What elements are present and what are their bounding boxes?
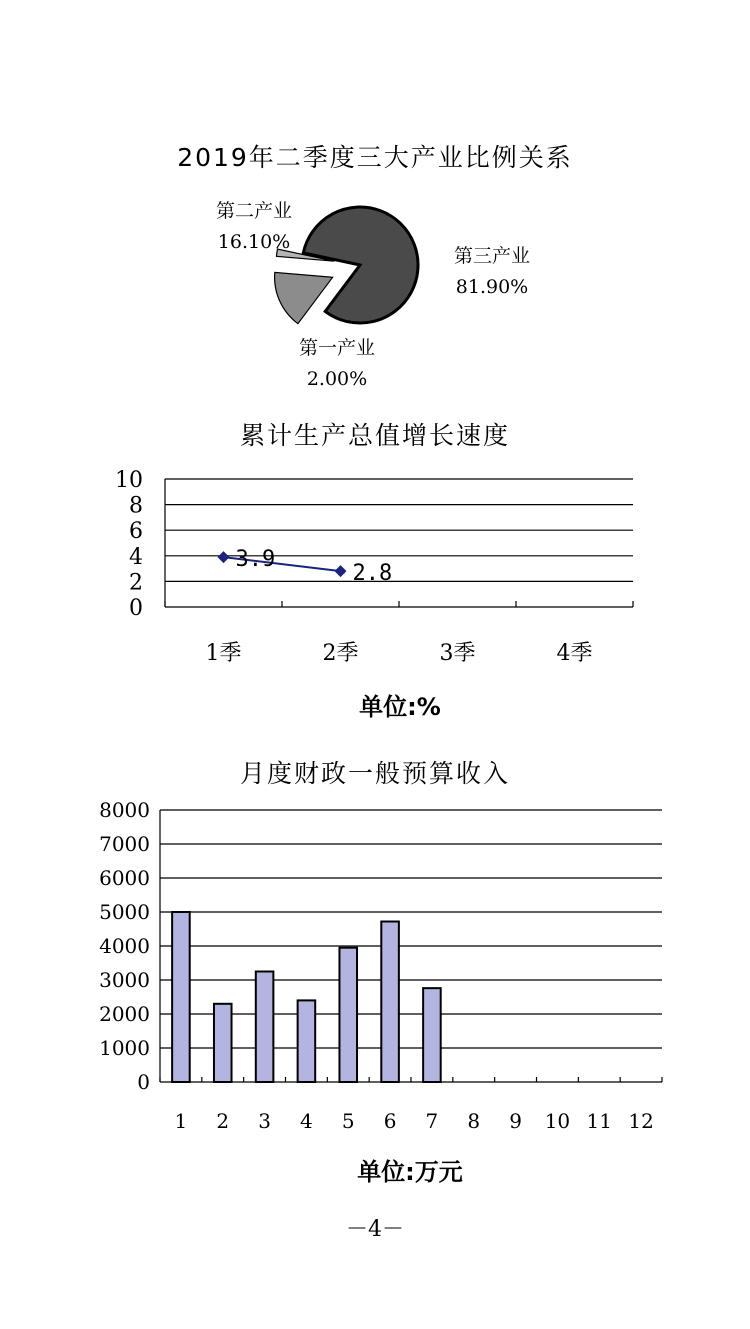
bar-month-7 xyxy=(423,988,441,1082)
bar-category-label: 12 xyxy=(628,1109,654,1133)
line-category-label: 1季 xyxy=(205,641,242,666)
page-number: －4－ xyxy=(346,1217,404,1242)
bar-category-label: 2 xyxy=(216,1109,230,1133)
line-ytick-label: 4 xyxy=(129,544,143,570)
bar-ytick-label: 1000 xyxy=(99,1036,150,1060)
bar-title: 月度财政一般预算收入 xyxy=(239,759,511,788)
line-point-marker xyxy=(218,551,230,563)
pie-label-value-tertiary: 81.90% xyxy=(455,276,529,298)
line-ytick-label: 2 xyxy=(129,570,143,596)
bar-month-4 xyxy=(298,1000,316,1082)
line-unit: 单位:% xyxy=(359,693,441,721)
pie-label-value-primary: 2.00% xyxy=(306,368,368,390)
line-chart xyxy=(115,468,633,666)
line-category-label: 3季 xyxy=(439,641,476,666)
line-data-label: 2.8 xyxy=(352,561,393,587)
line-category-label: 4季 xyxy=(556,641,593,666)
bar-category-label: 9 xyxy=(509,1109,522,1133)
bar-ytick-label: 3000 xyxy=(99,968,150,992)
bar-unit: 单位:万元 xyxy=(357,1158,463,1186)
pie-chart xyxy=(275,207,418,324)
pie-label-name-primary: 第一产业 xyxy=(298,337,376,359)
bar-category-label: 4 xyxy=(300,1109,313,1133)
line-ytick-label: 8 xyxy=(129,493,143,519)
line-category-label: 2季 xyxy=(322,641,359,666)
bar-category-label: 11 xyxy=(586,1109,612,1133)
line-data-label: 3.9 xyxy=(235,547,276,573)
bar-category-label: 5 xyxy=(341,1109,355,1133)
bar-category-label: 7 xyxy=(425,1109,439,1133)
bar-category-label: 3 xyxy=(258,1109,271,1133)
bar-month-3 xyxy=(256,972,274,1083)
line-ytick-label: 10 xyxy=(115,468,143,493)
pie-label-name-tertiary: 第三产业 xyxy=(453,245,531,267)
pie-label-value-secondary: 16.10% xyxy=(217,231,291,253)
bar-chart xyxy=(99,798,662,1133)
bar-month-1 xyxy=(172,912,190,1082)
pie-slice-secondary xyxy=(275,272,333,323)
bar-month-5 xyxy=(339,948,357,1082)
line-ytick-label: 0 xyxy=(129,596,143,621)
bar-category-label: 8 xyxy=(467,1109,481,1133)
bar-category-label: 6 xyxy=(383,1109,397,1133)
line-ytick-label: 6 xyxy=(129,519,143,545)
pie-title: 2019年二季度三大产业比例关系 xyxy=(177,143,573,172)
bar-ytick-label: 2000 xyxy=(99,1002,150,1026)
pie-slice-tertiary xyxy=(303,207,418,323)
bar-ytick-label: 7000 xyxy=(99,832,150,856)
bar-ytick-label: 8000 xyxy=(99,798,150,822)
bar-ytick-label: 5000 xyxy=(99,900,150,924)
pie-label-name-secondary: 第二产业 xyxy=(215,200,293,222)
line-title: 累计生产总值增长速度 xyxy=(239,421,511,450)
bar-category-label: 10 xyxy=(544,1109,571,1133)
line-point-marker xyxy=(335,565,347,577)
bar-category-label: 1 xyxy=(174,1109,188,1133)
bar-ytick-label: 0 xyxy=(137,1070,150,1094)
bar-ytick-label: 4000 xyxy=(99,934,150,958)
bar-month-6 xyxy=(381,922,399,1082)
bar-month-2 xyxy=(214,1004,232,1082)
bar-ytick-label: 6000 xyxy=(99,866,150,890)
